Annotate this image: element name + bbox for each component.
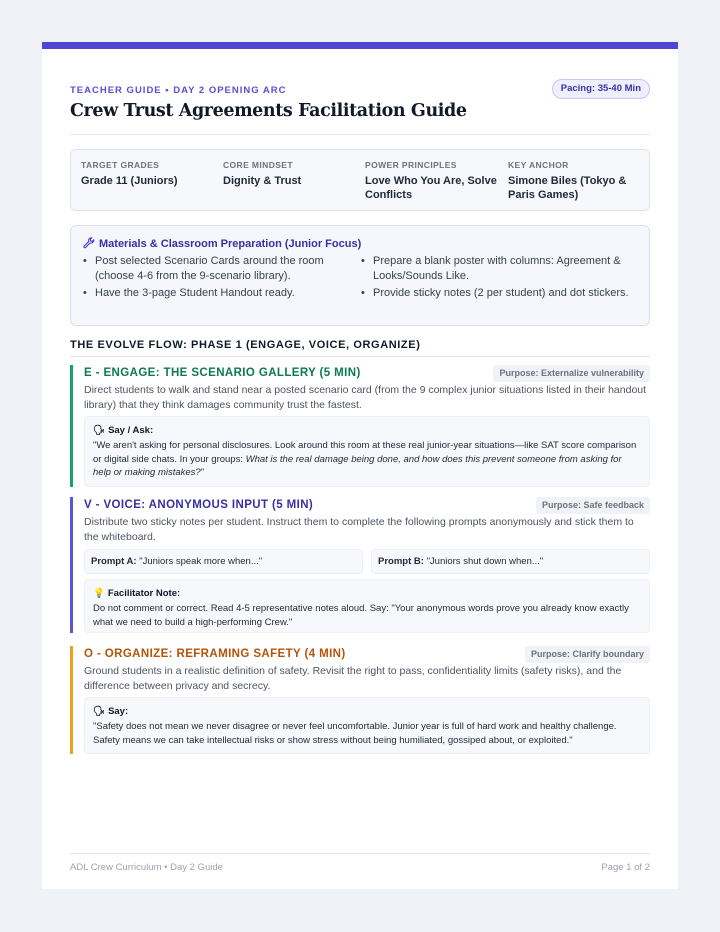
- callout-text: "Safety does not mean we never disagree or never feel uncomfortable. Junior year is full of hard work and healthy challenge. Safety means we can take intellectual risks or show stress without being humiliated, gossiped about, or exploited.": [93, 721, 617, 746]
- callout-text: Do not comment or correct. Read 4-5 representative notes aloud. Say: "Your anonymous words prove you already know exactly what we need to build a high-performing Crew.": [93, 603, 629, 628]
- meta-target-grades: [81, 160, 209, 188]
- say-callout: [84, 697, 650, 754]
- purpose-badge: Purpose: Externalize vulnerability: [493, 365, 650, 382]
- meta-label: KEY ANCHOR: [508, 160, 569, 170]
- section-description: Ground students in a realistic definition of safety. Revisit the right to pass, confidentiality limits (safety risks), and the difference between privacy and secrecy.: [84, 665, 622, 692]
- section-accent-bar: [70, 646, 73, 754]
- callout-quote-end: ": [200, 467, 205, 478]
- callout-heading: [93, 588, 641, 599]
- list-item: • Provide sticky notes (2 per student) and dot stickers.: [359, 286, 641, 301]
- callout-label: Say:: [108, 706, 129, 717]
- meta-label: TARGET GRADES: [81, 160, 160, 170]
- section-accent-bar: [70, 365, 73, 487]
- prompt-text: "Juniors speak more when...": [139, 556, 263, 567]
- callout-question: What is the real damage being done, and how does this prevent someone from asking for help or making mistakes?: [93, 453, 622, 478]
- page-number: Page 1 of 2: [601, 862, 650, 873]
- speaking-head-icon: 🗣: [93, 425, 106, 436]
- section-description: Direct students to walk and stand near a posted scenario card (from the 9 complex junior situations listed in their handout library) that they think damages community trust the fastest.: [84, 384, 647, 411]
- meta-core-mindset: [223, 160, 351, 188]
- meta-key-anchor: [508, 160, 638, 202]
- purpose-badge: Purpose: Safe feedback: [536, 497, 650, 514]
- section-description: Distribute two sticky notes per student. Instruct them to complete the following prompts anonymously and stick them to the whiteboard.: [84, 516, 634, 543]
- eyebrow-label: TEACHER GUIDE • DAY 2 OPENING ARC: [70, 85, 287, 96]
- meta-value: Simone Biles (Tokyo & Paris Games): [508, 175, 627, 201]
- materials-heading: [83, 237, 361, 250]
- pacing-badge: Pacing: 35-40 Min: [552, 79, 650, 99]
- section-title: O - ORGANIZE: REFRAMING SAFETY (4 MIN): [84, 648, 346, 660]
- prompt-b-card: [371, 549, 650, 574]
- materials-title: Materials & Classroom Preparation (Junior Focus): [99, 238, 362, 250]
- meta-value: Dignity & Trust: [223, 175, 302, 187]
- callout-label: Say / Ask:: [108, 425, 154, 436]
- prompt-label: Prompt B:: [378, 556, 424, 567]
- footer-left: ADL Crew Curriculum • Day 2 Guide: [70, 862, 223, 873]
- purpose-badge: Purpose: Clarify boundary: [525, 646, 650, 663]
- section-title: V - VOICE: ANONYMOUS INPUT (5 MIN): [84, 499, 314, 511]
- overview-card: [70, 149, 650, 211]
- meta-value: Love Who You Are, Solve Conflicts: [365, 175, 497, 201]
- section-title: E - ENGAGE: THE SCENARIO GALLERY (5 MIN): [84, 367, 361, 379]
- flow-heading: THE EVOLVE FLOW: PHASE 1 (ENGAGE, VOICE, ORGANIZE): [70, 339, 650, 357]
- meta-power-principles: [365, 160, 501, 202]
- materials-list-left: [81, 254, 343, 304]
- say-ask-callout: [84, 416, 650, 487]
- materials-list-right: [359, 254, 641, 304]
- wrench-icon: [83, 237, 95, 249]
- section-organize: [70, 646, 650, 754]
- section-voice: [70, 497, 650, 633]
- page-header: [70, 79, 650, 135]
- callout-quote: "We aren't asking for personal disclosures. Look around this room at these real junior-year situations—like SAT score comparison or digital side chats. In your groups:: [93, 440, 637, 465]
- list-item: • Post selected Scenario Cards around the room (choose 4-6 from the 9-scenario library).: [81, 254, 343, 283]
- callout-heading: [93, 425, 641, 436]
- materials-card: [70, 225, 650, 326]
- prompt-text: "Juniors shut down when...": [426, 556, 544, 567]
- meta-label: POWER PRINCIPLES: [365, 160, 457, 170]
- lightbulb-icon: 💡: [93, 588, 105, 599]
- callout-label: Facilitator Note:: [107, 588, 181, 599]
- guide-page: [42, 42, 678, 889]
- speaking-head-icon: 🗣: [93, 706, 106, 717]
- section-engage: [70, 365, 650, 487]
- meta-label: CORE MINDSET: [223, 160, 293, 170]
- prompt-a-card: [84, 549, 363, 574]
- prompt-label: Prompt A:: [91, 556, 137, 567]
- page-title: Crew Trust Agreements Facilitation Guide: [70, 101, 467, 121]
- page-footer: [70, 853, 650, 873]
- facilitator-note-callout: [84, 579, 650, 633]
- list-item: • Prepare a blank poster with columns: Agreement & Looks/Sounds Like.: [359, 254, 641, 283]
- meta-value: Grade 11 (Juniors): [81, 175, 178, 187]
- section-accent-bar: [70, 497, 73, 633]
- callout-text: [93, 439, 641, 480]
- list-item: • Have the 3-page Student Handout ready.: [81, 286, 343, 301]
- callout-heading: [93, 706, 641, 717]
